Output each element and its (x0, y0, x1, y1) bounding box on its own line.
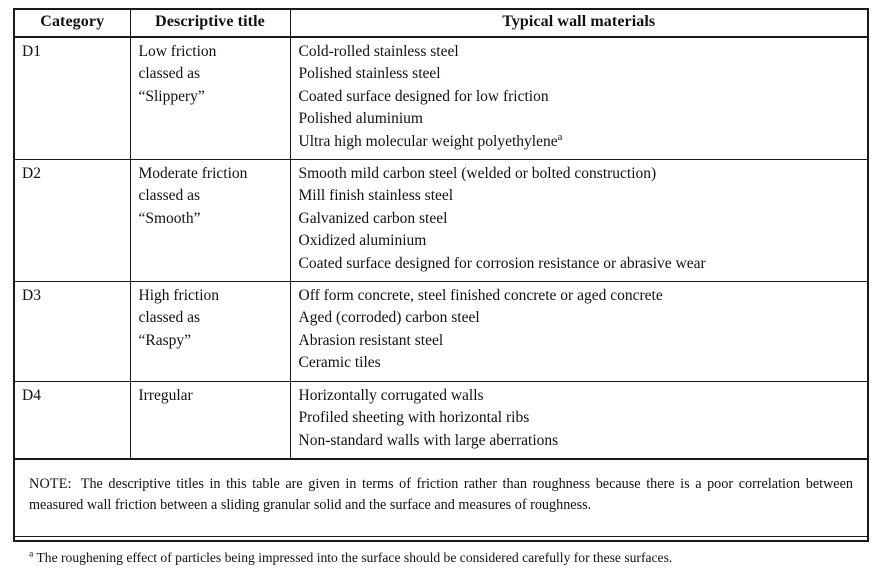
note-paragraph (29, 474, 853, 516)
footnote-block (15, 536, 867, 577)
note-row (15, 459, 867, 537)
material-label: Oxidized aluminium (298, 232, 427, 250)
material-item (299, 307, 862, 329)
cell-descriptive-title (130, 381, 290, 459)
material-item (299, 108, 862, 130)
descriptive-title-line: High friction (138, 287, 219, 305)
descriptive-title-line: classed as (138, 187, 201, 205)
footnote-marker: a (557, 131, 563, 143)
cell-typical-wall-materials (290, 282, 867, 382)
material-item (299, 253, 862, 275)
material-item (299, 352, 862, 374)
column-header-category: Category (15, 10, 130, 37)
cell-category: D1 (15, 37, 130, 160)
material-item (299, 208, 862, 230)
material-label: Horizontally corrugated walls (298, 386, 484, 404)
descriptive-title-line: classed as (138, 309, 201, 327)
table (15, 10, 867, 577)
table-header-row (15, 10, 867, 37)
material-item (299, 430, 862, 452)
footnote-row (15, 536, 867, 577)
note-block (15, 459, 867, 537)
note-text: The descriptive titles in this table are given in terms of friction rather than roughness because there is a poor correlation between measured wall friction between a sliding granular solid and the surface and measures of roughness. (29, 475, 853, 513)
material-item (299, 185, 862, 207)
column-header-typical-wall-materials: Typical wall materials (290, 10, 867, 37)
descriptive-title-line: Irregular (138, 386, 193, 404)
descriptive-title-line: Low friction (138, 43, 217, 60)
descriptive-title-line: Moderate friction (138, 165, 248, 183)
material-item (299, 385, 862, 407)
descriptive-title-line: “Smooth” (138, 209, 201, 227)
cell-category: D3 (15, 282, 130, 382)
wall-category-table (13, 8, 869, 565)
material-item (299, 163, 862, 185)
cell-category: D4 (15, 381, 130, 459)
material-item (299, 86, 862, 108)
material-label: Ceramic tiles (298, 354, 381, 372)
material-label: Mill finish stainless steel (298, 187, 454, 205)
material-label: Polished stainless steel (298, 65, 441, 83)
material-label: Galvanized carbon steel (298, 209, 448, 227)
material-label: Coated surface designed for low friction (298, 87, 549, 105)
material-label: Abrasion resistant steel (298, 331, 444, 349)
material-item (299, 230, 862, 252)
material-item (299, 41, 862, 63)
cell-descriptive-title (130, 282, 290, 382)
footnote-text: The roughening effect of particles being impressed into the surface should be considered carefully for these surfaces. (36, 549, 673, 565)
table-body (15, 37, 867, 577)
material-item (299, 407, 862, 429)
table-row (15, 37, 867, 160)
material-item (299, 330, 862, 352)
table-header (15, 10, 867, 37)
material-label: Profiled sheeting with horizontal ribs (298, 409, 530, 427)
material-label: Aged (corroded) carbon steel (298, 309, 480, 327)
cell-typical-wall-materials (290, 381, 867, 459)
material-item (299, 285, 862, 307)
cell-descriptive-title (130, 160, 290, 282)
cell-typical-wall-materials (290, 37, 867, 160)
note-label: NOTE: (29, 475, 72, 492)
footnote-paragraph (29, 548, 853, 567)
table-row (15, 282, 867, 382)
material-label: Off form concrete, steel finished concrete or aged concrete (298, 287, 663, 305)
material-item (299, 63, 862, 85)
material-label: Polished aluminium (298, 110, 423, 128)
material-label: Ultra high molecular weight polyethylene (298, 132, 558, 150)
material-item (299, 131, 862, 153)
column-header-descriptive-title: Descriptive title (130, 10, 290, 37)
footnote-marker: a (29, 548, 34, 560)
cell-descriptive-title (130, 37, 290, 160)
descriptive-title-line: “Slippery” (138, 87, 205, 105)
cell-category: D2 (15, 160, 130, 282)
material-label: Cold-rolled stainless steel (298, 43, 459, 60)
material-label: Coated surface designed for corrosion resistance or abrasive wear (298, 254, 706, 272)
table-row (15, 381, 867, 459)
descriptive-title-line: classed as (138, 65, 201, 83)
material-label: Smooth mild carbon steel (welded or bolted construction) (298, 165, 657, 183)
cell-typical-wall-materials (290, 160, 867, 282)
material-label: Non-standard walls with large aberrations (298, 431, 559, 449)
table-row (15, 160, 867, 282)
descriptive-title-line: “Raspy” (138, 331, 192, 349)
